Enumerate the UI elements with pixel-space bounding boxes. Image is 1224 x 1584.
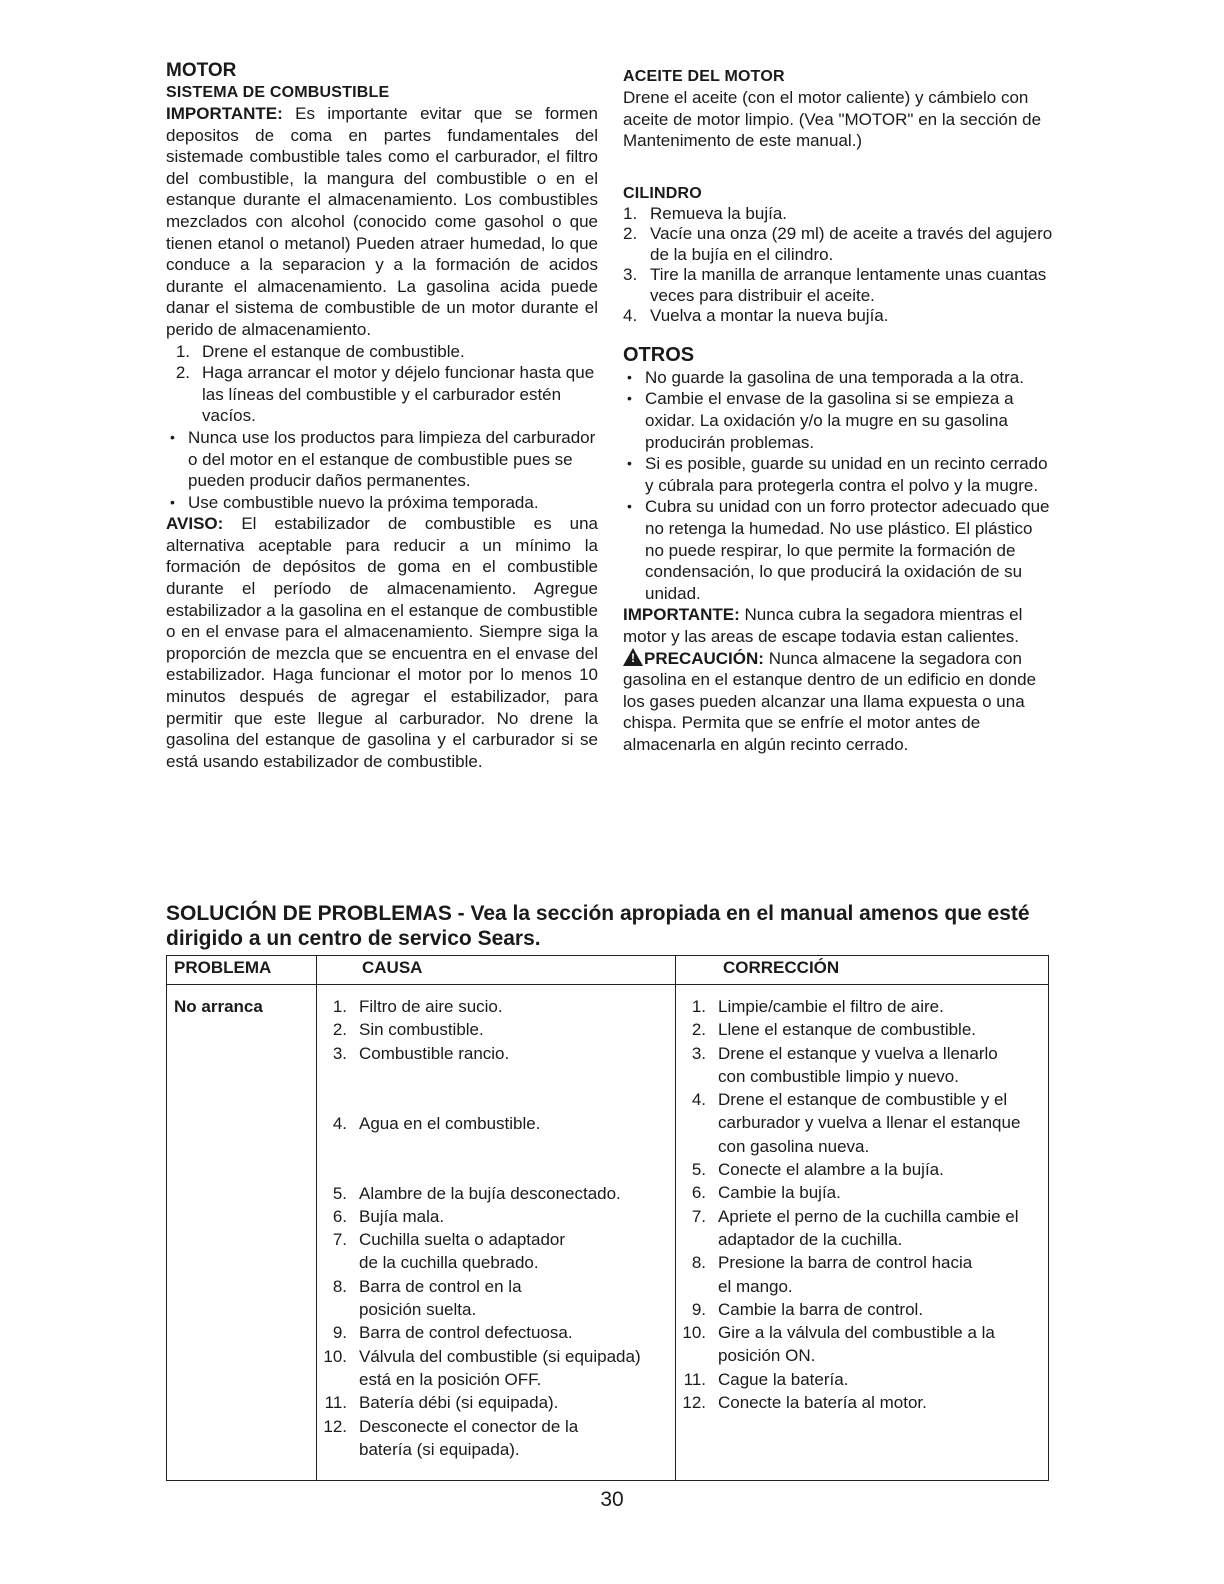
correccion-list [676, 995, 1048, 1414]
item-text: Bujía mala. [359, 1206, 445, 1226]
item-number: 6. [332, 1206, 347, 1226]
table-header-row [167, 956, 1049, 985]
item-text: Cambie la barra de control. [718, 1299, 924, 1319]
list-item [676, 1205, 1048, 1252]
item-text: Drene el estanque de combustible y el carburador y vuelva a llenar el estanque con gasolina nueva. [718, 1090, 1021, 1156]
step-number: 4. [623, 306, 638, 326]
list-item: • No guarde la gasolina de una temporada a la otra. [623, 367, 1055, 389]
cilindro-heading: CILINDRO [623, 184, 702, 202]
cilindro-steps-list [623, 204, 1055, 327]
step-text: Vuelva a montar la nueva bujía. [650, 306, 889, 326]
list-item: • Nunca use los productos para limpieza del carburador o del motor en el estanque de combustible pues se pueden producir daños permanentes. [166, 427, 598, 492]
item-text: Barra de control en la posición suelta. [359, 1276, 522, 1320]
aviso-label: AVISO: [166, 514, 224, 534]
item-number: 7. [332, 1230, 347, 1250]
step-number: 2. [175, 363, 190, 383]
importante-label: IMPORTANTE: [166, 104, 283, 123]
step-number: 2. [623, 224, 638, 244]
item-number: 11. [683, 1369, 706, 1389]
item-number: 2. [332, 1020, 347, 1040]
causa-cell [317, 985, 676, 1481]
aviso-text: El estabilizador de combustible es una alternativa aceptable para reducir a un mínimo la formación de depósitos de goma en el combustible durante el período de almacenamiento. Agregue estabilizador a la gasolina en el estanque de combustible o en el envase para el almacenamiento. Siempre siga la proporción de mezcla que se encuentra en el envase del estabilizador. Haga funcionar el motor por lo menos 10 minutos después de agregar el estabilizador, para permitir que este llegue al carburador. No drene la gasolina del estanque de gasolina y el carburador si se está usando estabilizador de combustible. [166, 514, 598, 771]
aceite-heading: ACEITE DEL MOTOR [623, 68, 785, 85]
item-text: Cuchilla suelta o adaptador de la cuchilla quebrado. [359, 1230, 566, 1273]
item-text: Agua en el combustible. [359, 1113, 541, 1133]
causa-list [317, 995, 675, 1461]
aviso-paragraph [166, 513, 598, 772]
list-item [166, 341, 598, 363]
item-number: 5. [332, 1183, 347, 1203]
list-item [317, 1345, 675, 1392]
otros-bullets-list [623, 367, 1055, 605]
item-number: 10. [323, 1346, 347, 1366]
list-item [623, 204, 1055, 225]
list-item [317, 1042, 675, 1112]
item-text: Sin combustible. [359, 1020, 484, 1040]
item-number: 9. [691, 1299, 706, 1319]
troubleshooting-table [166, 955, 1049, 1481]
fuel-steps-list [166, 341, 598, 427]
list-item [317, 995, 675, 1018]
item-number: 5. [691, 1160, 706, 1180]
list-item [676, 995, 1048, 1018]
warning-triangle-icon [623, 648, 643, 666]
precaucion-paragraph [623, 648, 1055, 756]
importante-text: Nunca cubra la segadora mientras el motor y las areas de escape todavia estan calientes. [623, 605, 1023, 646]
item-text: Batería débi (si equipada). [359, 1393, 559, 1413]
sistema-combustible-heading: SISTEMA DE COMBUSTIBLE [166, 84, 390, 101]
step-text: Remueva la bujía. [650, 203, 788, 223]
item-number: 12. [323, 1416, 347, 1436]
list-item [317, 1205, 675, 1228]
importante-text: Es importante evitar que se formen depositos de coma en partes fundamentales del sistemade combustible tales como el carburador, el filtro del combustible, la mangura del combustible o en el estanque durante el almacenamiento. Los combustibles mezclados con alcohol (conocido come gasohol o que tienen etanol o metanol) Pueden atraer humedad, lo que conduce a la separacion y a la formación de acidos durante el almacenamiento. La gasolina acida puede danar el sistema de combustible de un motor durante el perido de almacenamiento. [166, 104, 598, 339]
item-number: 3. [332, 1043, 347, 1063]
list-item [676, 1368, 1048, 1391]
right-column [623, 66, 1055, 755]
item-number: 3. [691, 1043, 706, 1063]
list-item [623, 306, 1055, 327]
list-item [623, 265, 1055, 306]
list-item: • Si es posible, guarde su unidad en un recinto cerrado y cúbrala para protegerla contra el polvo y la mugre. [623, 453, 1055, 496]
correccion-cell [676, 985, 1049, 1481]
item-number: 6. [691, 1183, 706, 1203]
item-number: 4. [332, 1113, 347, 1133]
precaucion-text: Nunca almacene la segadora con gasolina en el estanque dentro de un edificio en donde los gases pueden alcanzar una llama expuesta o una chispa. Permita que se enfríe el motor antes de almacenarla en algún recinto cerrado. [623, 648, 1037, 754]
item-number: 11. [324, 1393, 347, 1413]
step-text: Haga arrancar el motor y déjelo funcionar hasta que las líneas del combustible y el carburador estén vacíos. [202, 363, 595, 426]
list-item: • Use combustible nuevo la próxima temporada. [166, 492, 598, 514]
item-text: Conecte el alambre a la bujía. [718, 1160, 944, 1180]
list-item [317, 1391, 675, 1414]
list-item [166, 362, 598, 427]
item-text: Cague la batería. [718, 1369, 849, 1389]
list-item [623, 224, 1055, 265]
item-number: 10. [682, 1323, 706, 1343]
step-number: 3. [623, 265, 638, 285]
item-text: Combustible rancio. [359, 1043, 510, 1063]
list-item [317, 1228, 675, 1275]
problema-cell: No arranca [167, 985, 317, 1481]
troubleshooting-heading: SOLUCIÓN DE PROBLEMAS - Vea la sección apropiada en el manual amenos que esté dirigido a un centro de servico Sears. [166, 902, 1030, 950]
list-item [317, 1112, 675, 1182]
list-item [676, 1018, 1048, 1041]
list-item [676, 1181, 1048, 1204]
header-problema: PROBLEMA [167, 956, 317, 985]
list-item [676, 1391, 1048, 1414]
item-number: 9. [332, 1323, 347, 1343]
left-column [166, 60, 598, 772]
importante-paragraph [623, 604, 1055, 647]
item-text: Barra de control defectuosa. [359, 1323, 573, 1343]
list-item [317, 1182, 675, 1205]
item-number: 7. [691, 1206, 706, 1226]
list-item: • Cubra su unidad con un forro protector adecuado que no retenga la humedad. No use plástico. El plástico no puede respirar, lo que permite la formación de condensación, lo que producirá la oxidación de su unidad. [623, 496, 1055, 604]
item-text: Alambre de la bujía desconectado. [359, 1183, 621, 1203]
list-item [317, 1018, 675, 1041]
item-number: 8. [332, 1276, 347, 1296]
list-item [317, 1415, 675, 1462]
step-number: 1. [623, 203, 638, 223]
step-text: Vacíe una onza (29 ml) de aceite a través del agujero de la bujía en el cilindro. [650, 224, 1053, 264]
list-item [676, 1088, 1048, 1158]
otros-heading: OTROS [623, 343, 695, 366]
list-item [676, 1321, 1048, 1368]
importante-label: IMPORTANTE: [623, 605, 740, 625]
header-correccion: CORRECCIÓN [676, 956, 1049, 985]
precaucion-label: PRECAUCIÓN: [644, 648, 764, 668]
list-item [676, 1042, 1048, 1089]
item-text: Presione la barra de control hacia el mango. [718, 1253, 973, 1296]
item-number: 1. [691, 997, 706, 1016]
step-number: 1. [175, 341, 190, 361]
item-text: Gire a la válvula del combustible a la posición ON. [718, 1323, 995, 1366]
item-text: Limpie/cambie el filtro de aire. [718, 997, 944, 1016]
item-number: 4. [691, 1090, 706, 1110]
page-number: 30 [600, 1488, 624, 1511]
item-text: Conecte la batería al motor. [718, 1393, 927, 1413]
header-causa: CAUSA [317, 956, 676, 985]
item-text: Válvula del combustible (si equipada) está en la posición OFF. [359, 1346, 641, 1389]
item-number: 8. [691, 1253, 706, 1273]
list-item: • Cambie el envase de la gasolina si se empieza a oxidar. La oxidación y/o la mugre en su gasolina producirán problemas. [623, 388, 1055, 453]
importante-paragraph [166, 103, 598, 341]
table-row [167, 985, 1049, 1481]
step-text: Drene el estanque de combustible. [202, 341, 465, 361]
item-text: Drene el estanque y vuelva a llenarlo con combustible limpio y nuevo. [718, 1043, 998, 1086]
list-item [676, 1251, 1048, 1298]
item-text: Cambie la bujía. [718, 1183, 841, 1203]
item-text: Filtro de aire sucio. [359, 997, 503, 1016]
item-text: Apriete el perno de la cuchilla cambie el adaptador de la cuchilla. [718, 1206, 1019, 1249]
item-number: 12. [682, 1393, 706, 1413]
list-item [676, 1298, 1048, 1321]
item-text: Desconecte el conector de la batería (si equipada). [359, 1416, 579, 1459]
list-item [317, 1275, 675, 1322]
item-number: 1. [332, 997, 347, 1016]
step-text: Tire la manilla de arranque lentamente unas cuantas veces para distribuir el aceite. [650, 265, 1047, 305]
motor-heading: MOTOR [166, 60, 237, 81]
fuel-bullets-list [166, 427, 598, 513]
list-item [317, 1321, 675, 1344]
item-text: Llene el estanque de combustible. [718, 1020, 977, 1040]
item-number: 2. [691, 1020, 706, 1040]
list-item [676, 1158, 1048, 1181]
aceite-paragraph: Drene el aceite (con el motor caliente) y cámbielo con aceite de motor limpio. (Vea "MOTOR" en la sección de Mantenimento de este manual.) [623, 88, 1042, 151]
